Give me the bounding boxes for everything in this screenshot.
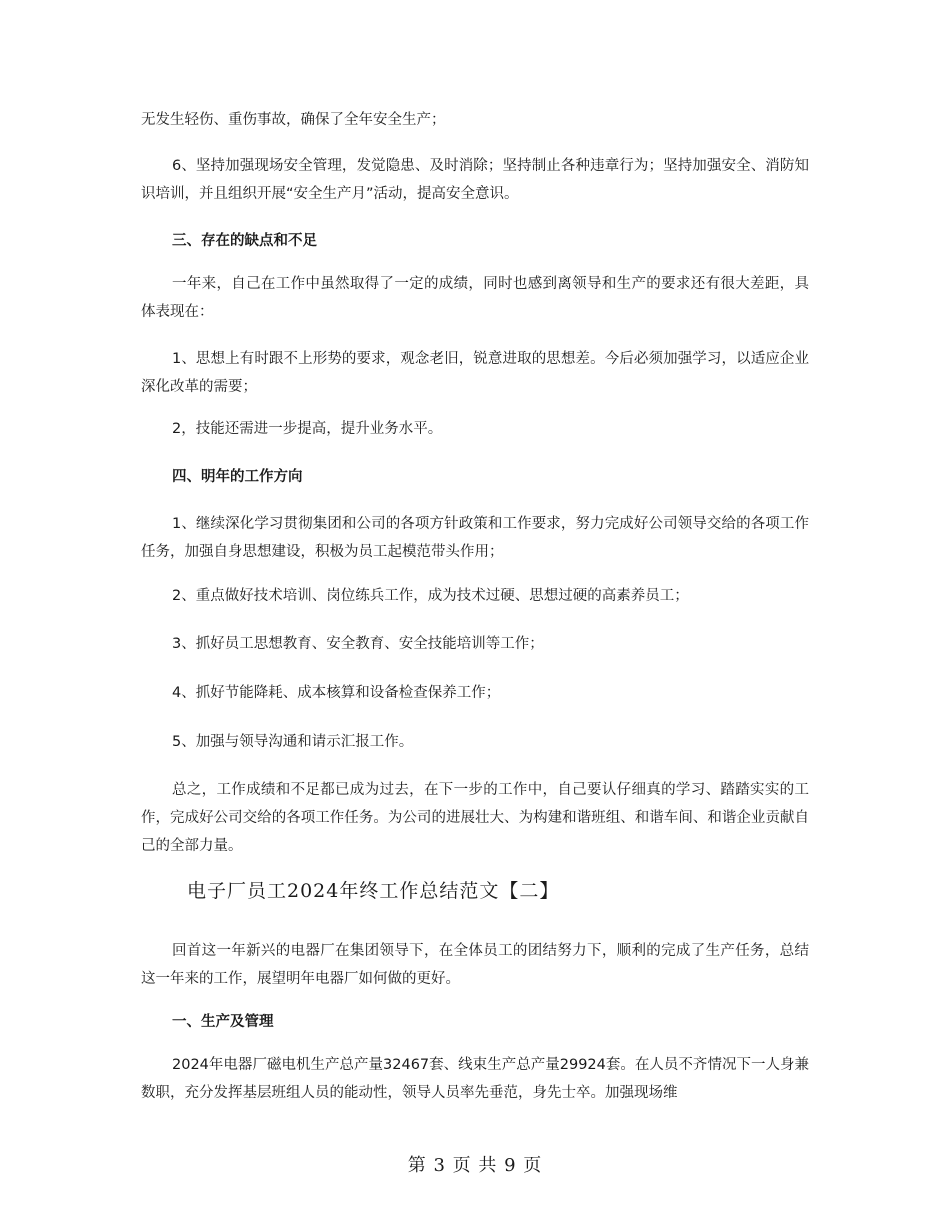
paragraph-direction-2: 2、重点做好技术培训、岗位练兵工作，成为技术过硬、思想过硬的高素养员工； (172, 588, 689, 604)
paragraph-continuation: 无发生轻伤、重伤事故，确保了全年安全生产； (141, 112, 446, 128)
paragraph-direction-4: 4、抓好节能降耗、成本核算和设备检查保养工作； (172, 685, 501, 701)
paragraph-production-output: 2024年电器厂磁电机生产总产量32467套、线束生产总产量29924套。在人员不齐情况下一人身兼数职，充分发挥基层班组人员的能动性，领导人员率先垂范，身先士卒。加强现场维 (141, 1057, 809, 1101)
paragraph-direction-5: 5、加强与领导沟通和请示汇报工作。 (172, 734, 414, 750)
paragraph-intro-shortcomings: 一年来，自己在工作中虽然取得了一定的成绩，同时也感到离领导和生产的要求还有很大差距，具体表现在： (141, 276, 809, 320)
paragraph-direction-3: 3、抓好员工思想教育、安全教育、安全技能培训等工作； (172, 636, 544, 652)
paragraph-item-6: 6、坚持加强现场安全管理，发觉隐患、及时消除；坚持制止各种违章行为；坚持加强安全、消防知识培训，并且组织开展“安全生产月”活动，提高安全意识。 (141, 158, 809, 202)
paragraph-shortcoming-2: 2，技能还需进一步提高，提升业务水平。 (172, 421, 443, 437)
section-heading-4: 四、明年的工作方向 (172, 469, 303, 485)
paragraph-conclusion: 总之，工作成绩和不足都已成为过去，在下一步的工作中，自己要认仔细真的学习、踏踏实实的工作，完成好公司交给的各项工作任务。为公司的进展壮大、为构建和谐班组、和谐车间、和谐企业贡献自己的全部力量。 (141, 782, 809, 854)
paragraph-shortcoming-1: 1、思想上有时跟不上形势的要求，观念老旧，锐意进取的思想差。今后必须加强学习，以适应企业深化改革的需要； (141, 351, 809, 395)
section-heading-production: 一、生产及管理 (172, 1014, 274, 1030)
page-number-footer: 第 3 页 共 9 页 (407, 1155, 543, 1176)
document-section-title: 电子厂员工2024年终工作总结范文【二】 (187, 880, 560, 902)
section-heading-3: 三、存在的缺点和不足 (172, 233, 317, 249)
paragraph-review-intro: 回首这一年新兴的电器厂在集团领导下，在全体员工的团结努力下，顺利的完成了生产任务，总结这一年来的工作，展望明年电器厂如何做的更好。 (141, 943, 809, 987)
paragraph-direction-1: 1、继续深化学习贯彻集团和公司的各项方针政策和工作要求，努力完成好公司领导交给的各项工作任务，加强自身思想建设，积极为员工起模范带头作用； (141, 516, 809, 560)
